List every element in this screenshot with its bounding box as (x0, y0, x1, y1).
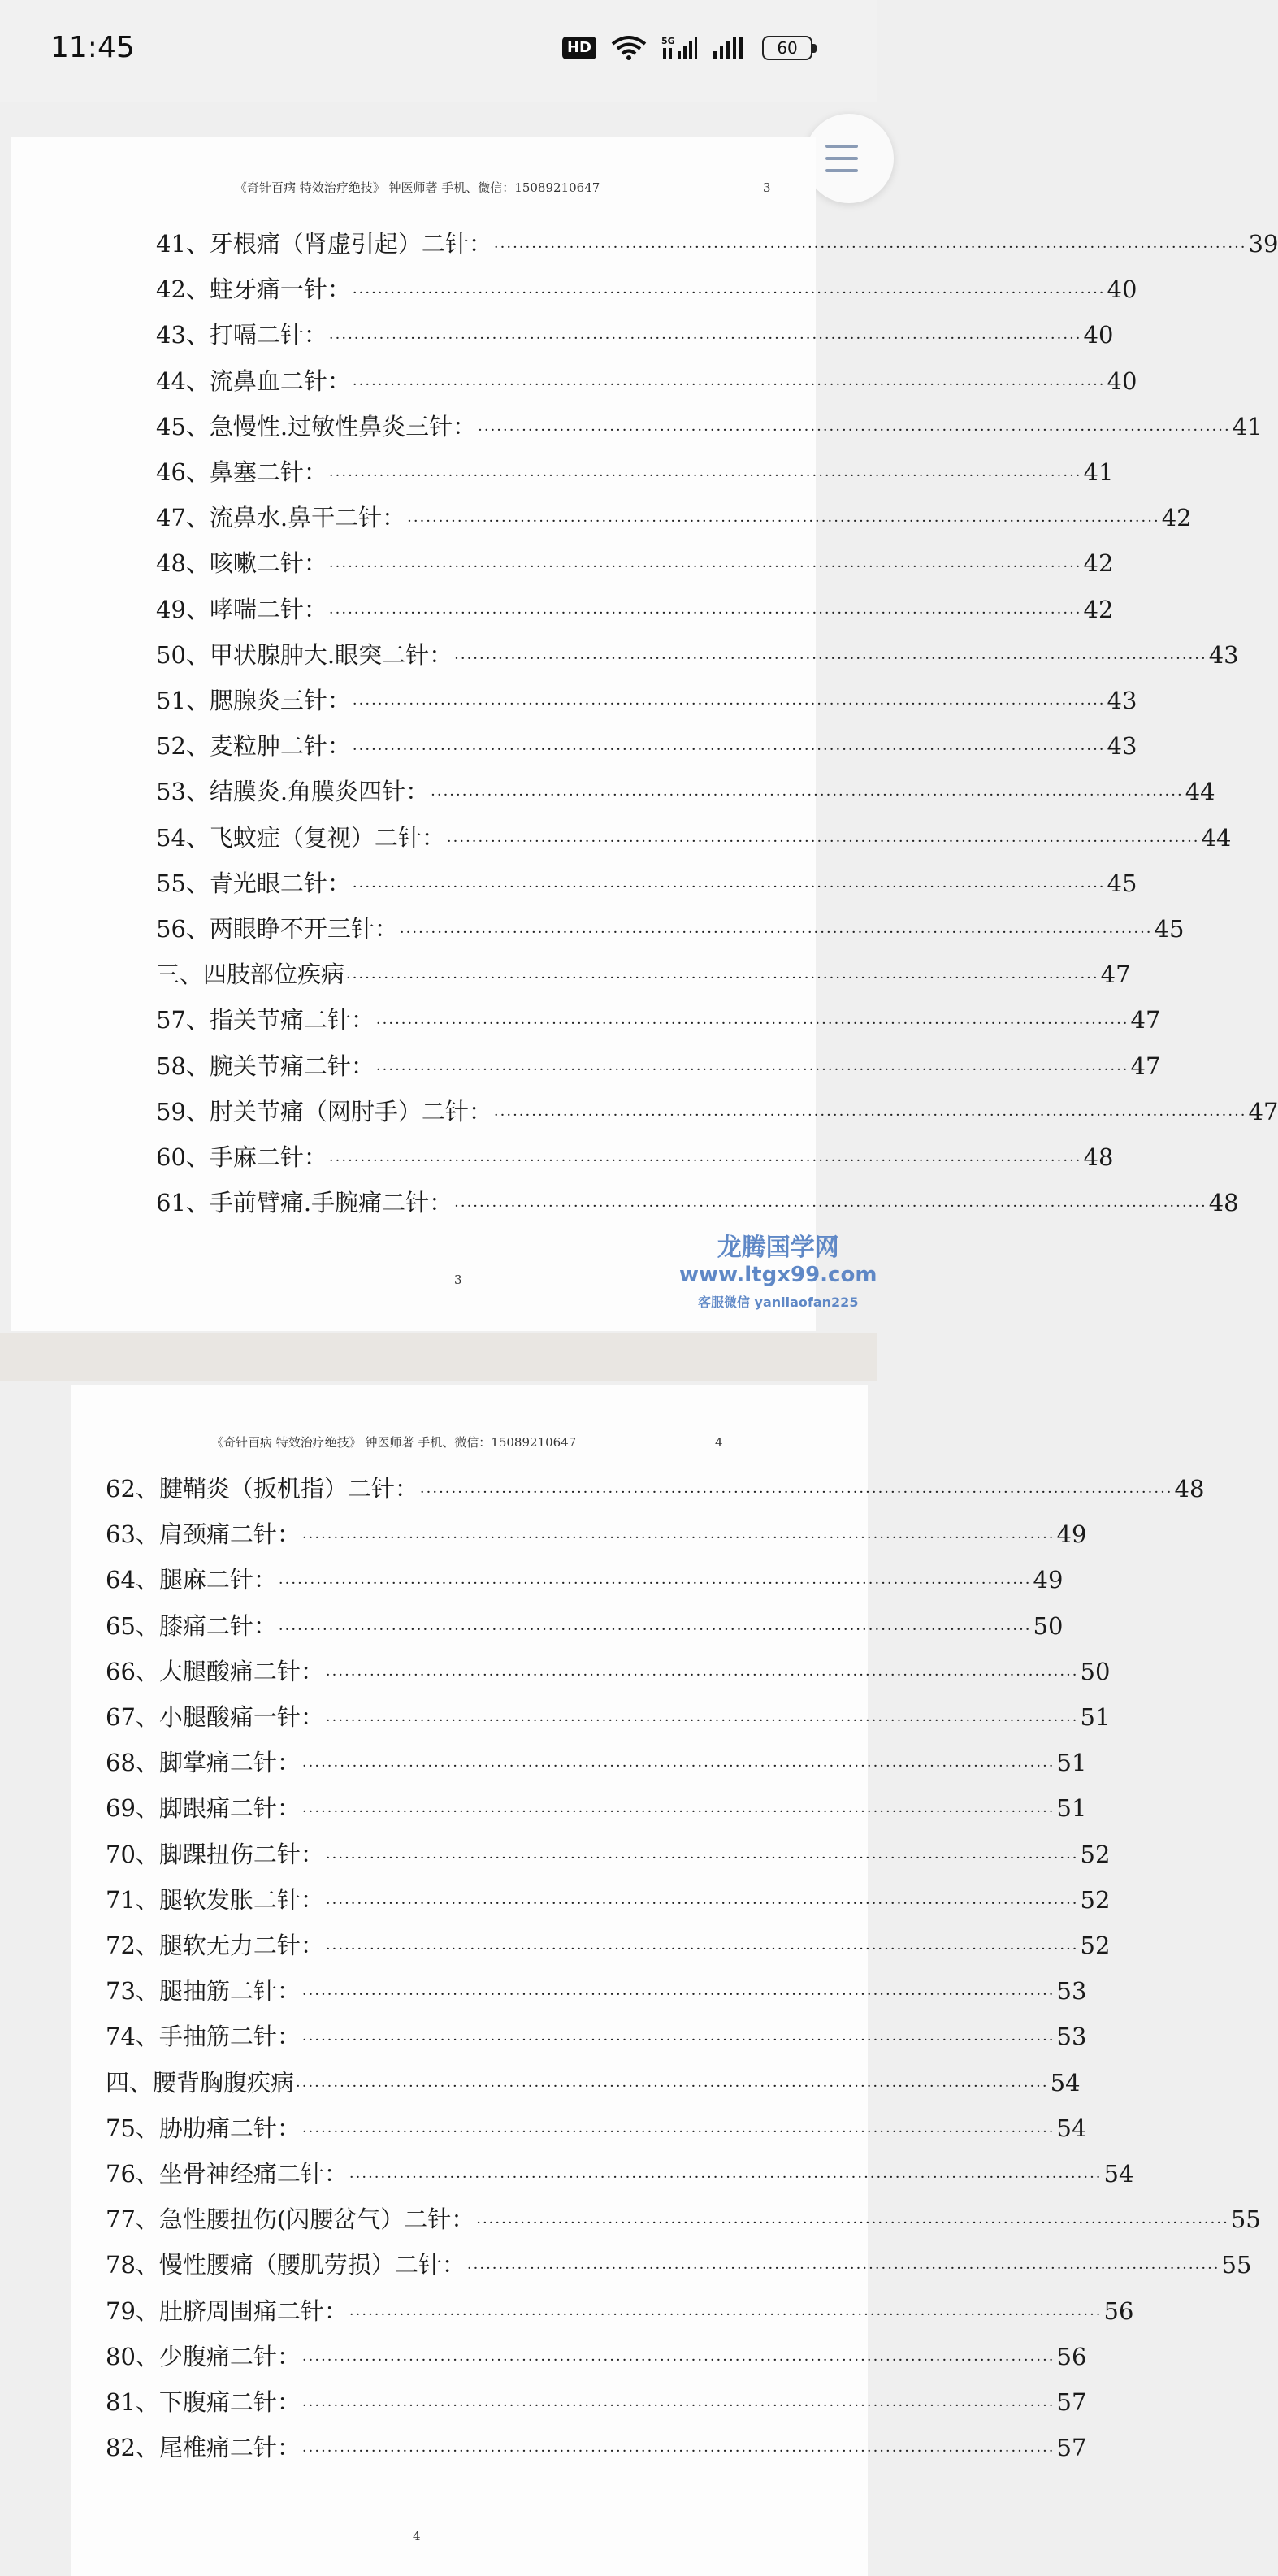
toc-entry (106, 2339, 1087, 2372)
toc-entry-page: 40 (1083, 321, 1114, 349)
toc-entry-title: 73、腿抽筋二针： (106, 1977, 301, 2006)
toc-leader-dots: ························································································································ (301, 1803, 1055, 1821)
toc-entry-page: 51 (1080, 1703, 1111, 1731)
toc-entry (106, 2019, 1087, 2052)
toc-entry-title: 48、咳嗽二针： (156, 549, 327, 578)
toc-entry (156, 409, 1263, 442)
toc-entry-title: 79、肚脐周围痛二针： (106, 2296, 348, 2325)
toc-entry-title: 65、膝痛二针： (106, 1611, 277, 1640)
toc-entry-page: 49 (1033, 1566, 1064, 1594)
toc-entry (156, 271, 1137, 305)
toc-leader-dots: ························································································································ (301, 2443, 1055, 2461)
toc-entry-page: 57 (1056, 2388, 1087, 2416)
toc-entry-page: 44 (1201, 823, 1232, 852)
toc-leader-dots: ························································································································ (352, 741, 1106, 759)
toc-leader-dots: ························································································································ (296, 2077, 1049, 2095)
toc-entry (106, 1837, 1111, 1870)
toc-entry (106, 1471, 1205, 1504)
toc-entry-page: 47 (1130, 1052, 1161, 1080)
toc-entry-title: 42、蛀牙痛一针： (156, 275, 351, 304)
toc-entry-page: 40 (1107, 366, 1137, 395)
toc-entry (106, 2110, 1087, 2144)
toc-leader-dots: ························································································································ (328, 558, 1082, 576)
toc-leader-dots: ························································································································ (352, 284, 1106, 302)
scan-gap (0, 1333, 877, 1381)
toc-entry (106, 1745, 1087, 1778)
toc-leader-dots: ························································································································ (346, 969, 1099, 987)
toc-entry-page: 50 (1080, 1657, 1111, 1685)
toc-entry-title: 61、手前臂痛.手腕痛二针： (156, 1189, 453, 1217)
toc-entry (156, 1139, 1114, 1173)
toc-entry-page: 43 (1107, 687, 1137, 714)
toc-entry-title: 三、四肢部位疾病 (156, 961, 345, 989)
toc-leader-dots: ························································································································ (301, 1986, 1055, 2004)
toc-leader-dots: ························································································································ (328, 330, 1082, 348)
toc-leader-dots: ························································································································ (476, 2214, 1229, 2232)
toc-entry-page: 41 (1083, 458, 1114, 486)
toc-entry-title: 63、肩颈痛二针： (106, 1520, 301, 1549)
toc-entry-title: 60、手麻二针： (156, 1143, 327, 1171)
toc-entry-title: 49、哮喘二针： (156, 595, 327, 623)
toc-entry (106, 2156, 1134, 2189)
menu-line-icon (825, 169, 858, 172)
page-header: 《奇针百病 特效治疗绝技》 钟医师著 手机、微信：15089210647 (211, 1435, 577, 1450)
toc-entry-page: 50 (1033, 1611, 1064, 1640)
toc-entry (156, 1094, 1278, 1127)
watermark-contact: 客服微信 yanliaofan225 (697, 1295, 859, 1310)
toc-entry (106, 1562, 1064, 1595)
toc-leader-dots: ························································································································ (352, 696, 1106, 713)
toc-entry-title: 76、坐骨神经痛二针： (106, 2160, 348, 2188)
toc-entry (106, 2430, 1087, 2463)
page-number-bottom: 4 (413, 2529, 421, 2543)
toc-entry (106, 1882, 1111, 1915)
status-bar (0, 0, 877, 102)
signal-5g-icon (661, 35, 697, 61)
toc-leader-dots: ························································································································ (325, 1666, 1079, 1684)
signal-icon (712, 35, 747, 61)
toc-leader-dots: ························································································································ (454, 649, 1207, 667)
toc-leader-dots: ························································································································ (352, 375, 1106, 393)
toc-entry-title: 56、两眼睁不开三针： (156, 915, 398, 943)
toc-entry-page: 45 (1154, 915, 1185, 943)
toc-entry-page: 54 (1056, 2114, 1087, 2142)
toc-entry-title: 64、腿麻二针： (106, 1566, 277, 1594)
toc-entry-title: 46、鼻塞二针： (156, 458, 327, 486)
toc-entry-page: 49 (1056, 1520, 1087, 1549)
toc-leader-dots: ························································································································ (478, 421, 1231, 439)
watermark (679, 1227, 877, 1311)
toc-entry (156, 728, 1137, 761)
toc-entry (156, 820, 1232, 853)
toc-entry-page: 40 (1107, 275, 1137, 304)
toc-entry (156, 226, 1278, 259)
page-number-bottom: 3 (454, 1273, 462, 1287)
toc-entry-page: 51 (1056, 1749, 1087, 1777)
toc-entry-title: 55、青光眼二针： (156, 869, 351, 897)
battery-indicator: 60 (762, 36, 812, 60)
toc-entry-page: 44 (1185, 778, 1215, 806)
toc-entry (106, 1654, 1111, 1687)
document-page-4 (71, 1385, 1261, 2576)
toc-leader-dots: ························································································································ (328, 467, 1082, 484)
toc-entry (106, 1516, 1087, 1550)
toc-entry (106, 2201, 1261, 2235)
menu-button[interactable] (804, 114, 894, 203)
toc-entry-title: 43、打嗝二针： (156, 321, 327, 349)
toc-entry-page: 47 (1248, 1097, 1278, 1125)
toc-entry (106, 2384, 1087, 2418)
toc-entry-title: 70、脚踝扭伤二针： (106, 1840, 324, 1868)
toc-entry-page: 53 (1056, 2023, 1087, 2051)
hd-voice-icon: HD (562, 37, 596, 59)
toc-entry-page: 57 (1056, 2434, 1087, 2462)
toc-entry (156, 1002, 1161, 1035)
toc-leader-dots: ························································································································ (419, 1484, 1173, 1501)
toc-leader-dots: ························································································································ (325, 1849, 1079, 1867)
toc-entry-title: 51、腮腺炎三针： (156, 687, 351, 714)
status-time: 11:45 (50, 31, 135, 64)
toc-entry-title: 75、胁肋痛二针： (106, 2114, 301, 2142)
toc-leader-dots: ························································································································ (466, 2260, 1220, 2278)
toc-entry-page: 47 (1130, 1006, 1161, 1034)
toc-entry (156, 956, 1131, 990)
toc-entry-title: 62、腱鞘炎（扳机指）二针： (106, 1475, 418, 1503)
toc-leader-dots: ························································································································ (375, 1015, 1129, 1033)
toc-entry-title: 72、腿软无力二针： (106, 1932, 324, 1959)
toc-leader-dots: ························································································································ (493, 239, 1247, 256)
toc-entry-title: 四、腰背胸腹疾病 (106, 2068, 295, 2097)
toc-leader-dots: ························································································································ (325, 1941, 1079, 1958)
toc-entry-page: 52 (1080, 1840, 1111, 1868)
toc-entry (156, 1185, 1239, 1218)
toc-entry-page: 48 (1208, 1189, 1239, 1217)
toc-leader-dots: ························································································································ (349, 2169, 1103, 2186)
toc-entry-page: 52 (1080, 1932, 1111, 1959)
toc-entry-page: 43 (1107, 732, 1137, 761)
toc-entry-page: 48 (1174, 1475, 1205, 1503)
toc-entry-page: 51 (1056, 1794, 1087, 1823)
toc-entry-title: 53、结膜炎.角膜炎四针： (156, 778, 430, 806)
menu-line-icon (825, 157, 858, 160)
toc-entry (156, 317, 1114, 350)
toc-leader-dots: ························································································································ (278, 1620, 1032, 1638)
toc-entry (156, 865, 1137, 899)
toc-entry (106, 1699, 1111, 1733)
toc-leader-dots: ························································································································ (301, 2032, 1055, 2049)
toc-entry-page: 45 (1107, 869, 1137, 897)
toc-leader-dots: ························································································································ (454, 1198, 1207, 1216)
toc-entry (106, 2293, 1134, 2327)
toc-entry-page: 55 (1221, 2251, 1252, 2279)
toc-leader-dots: ························································································································ (301, 1758, 1055, 1776)
network-label: 5G (661, 36, 675, 46)
toc-entry-page: 47 (1100, 961, 1131, 989)
toc-entry-title: 82、尾椎痛二针： (106, 2434, 301, 2462)
toc-leader-dots: ························································································································ (301, 2123, 1055, 2140)
toc-entry-title: 54、飞蚊症（复视）二针： (156, 823, 445, 852)
document-page-3 (11, 137, 1278, 1331)
toc-entry-page: 54 (1050, 2068, 1081, 2097)
toc-entry (106, 1790, 1087, 1824)
toc-entry-title: 50、甲状腺肿大.眼突二针： (156, 640, 453, 669)
toc-entry-page: 48 (1083, 1143, 1114, 1171)
toc-leader-dots: ························································································································ (407, 513, 1160, 531)
wifi-icon (611, 35, 647, 61)
toc-entry-title: 59、肘关节痛（网肘手）二针： (156, 1097, 492, 1125)
toc-leader-dots: ························································································································ (493, 1106, 1247, 1124)
page-number-top: 3 (763, 180, 771, 195)
toc-leader-dots: ························································································································ (278, 1575, 1032, 1593)
toc-entry-title: 58、腕关节痛二针： (156, 1052, 375, 1080)
toc-leader-dots: ························································································································ (328, 604, 1082, 622)
toc-entry-page: 56 (1103, 2296, 1134, 2325)
toc-entry (106, 1608, 1064, 1641)
toc-entry-title: 67、小腿酸痛一针： (106, 1703, 324, 1731)
toc-entry-title: 71、腿软发胀二针： (106, 1885, 324, 1914)
toc-entry-title: 69、脚跟痛二针： (106, 1794, 301, 1823)
toc-entry (156, 454, 1114, 488)
toc-entry (106, 2247, 1252, 2280)
toc-entry-title: 41、牙根痛（肾虚引起）二针： (156, 230, 492, 258)
toc-entry-title: 80、少腹痛二针： (106, 2342, 301, 2370)
toc-entry-page: 39 (1248, 230, 1278, 258)
toc-entry-page: 54 (1103, 2160, 1134, 2188)
toc-entry (106, 1928, 1111, 1961)
toc-entry (156, 683, 1137, 716)
toc-entry-title: 78、慢性腰痛（腰肌劳损）二针： (106, 2251, 466, 2279)
toc-entry-page: 42 (1161, 504, 1192, 532)
status-icons (562, 34, 812, 62)
toc-entry (156, 637, 1239, 670)
toc-entry (106, 1973, 1087, 2006)
menu-line-icon (825, 145, 858, 148)
toc-entry (156, 363, 1137, 397)
toc-entry-title: 44、流鼻血二针： (156, 366, 351, 395)
page-number-top: 4 (715, 1435, 723, 1450)
toc-entry-page: 53 (1056, 1977, 1087, 2006)
toc-entry (156, 545, 1114, 579)
toc-entry-page: 42 (1083, 595, 1114, 623)
toc-leader-dots: ························································································································ (328, 1152, 1082, 1169)
toc-entry-title: 68、脚掌痛二针： (106, 1749, 301, 1777)
toc-entry-title: 57、指关节痛二针： (156, 1006, 375, 1034)
toc-entry-title: 45、急慢性.过敏性鼻炎三针： (156, 412, 477, 440)
toc-entry (156, 500, 1192, 533)
toc-leader-dots: ························································································································ (325, 1712, 1079, 1729)
toc-entry-page: 55 (1230, 2205, 1261, 2234)
toc-entry (156, 592, 1114, 625)
toc-entry-title: 52、麦粒肿二针： (156, 732, 351, 761)
toc-leader-dots: ························································································································ (325, 1894, 1079, 1912)
toc-leader-dots: ························································································································ (301, 1529, 1055, 1547)
toc-leader-dots: ························································································································ (301, 2351, 1055, 2369)
toc-leader-dots: ························································································································ (431, 787, 1184, 804)
toc-entry-title: 81、下腹痛二针： (106, 2388, 301, 2416)
toc-leader-dots: ························································································································ (375, 1060, 1129, 1078)
watermark-url: www.ltgx99.com (679, 1263, 877, 1287)
toc-entry-page: 42 (1083, 549, 1114, 578)
toc-leader-dots: ························································································································ (349, 2305, 1103, 2323)
toc-entry-page: 43 (1208, 640, 1239, 669)
toc-entry-page: 52 (1080, 1885, 1111, 1914)
page-header: 《奇针百病 特效治疗绝技》 钟医师著 手机、微信：15089210647 (235, 180, 600, 195)
toc-entry (156, 774, 1215, 807)
toc-leader-dots: ························································································································ (446, 832, 1200, 850)
toc-entry-title: 77、急性腰扭伤(闪腰岔气）二针： (106, 2205, 475, 2234)
toc-leader-dots: ························································································································ (399, 924, 1153, 941)
toc-leader-dots: ························································································································ (352, 878, 1106, 896)
toc-entry-title: 74、手抽筋二针： (106, 2023, 301, 2051)
toc-entry (156, 1048, 1161, 1082)
watermark-title: 龙腾国学网 (717, 1234, 839, 1262)
toc-entry-title: 47、流鼻水.鼻干二针： (156, 504, 406, 532)
toc-entry-title: 66、大腿酸痛二针： (106, 1657, 324, 1685)
toc-entry-page: 56 (1056, 2342, 1087, 2370)
toc-entry (156, 911, 1185, 944)
toc-entry (106, 2065, 1081, 2098)
toc-leader-dots: ························································································································ (301, 2397, 1055, 2414)
toc-entry-page: 41 (1232, 412, 1263, 440)
